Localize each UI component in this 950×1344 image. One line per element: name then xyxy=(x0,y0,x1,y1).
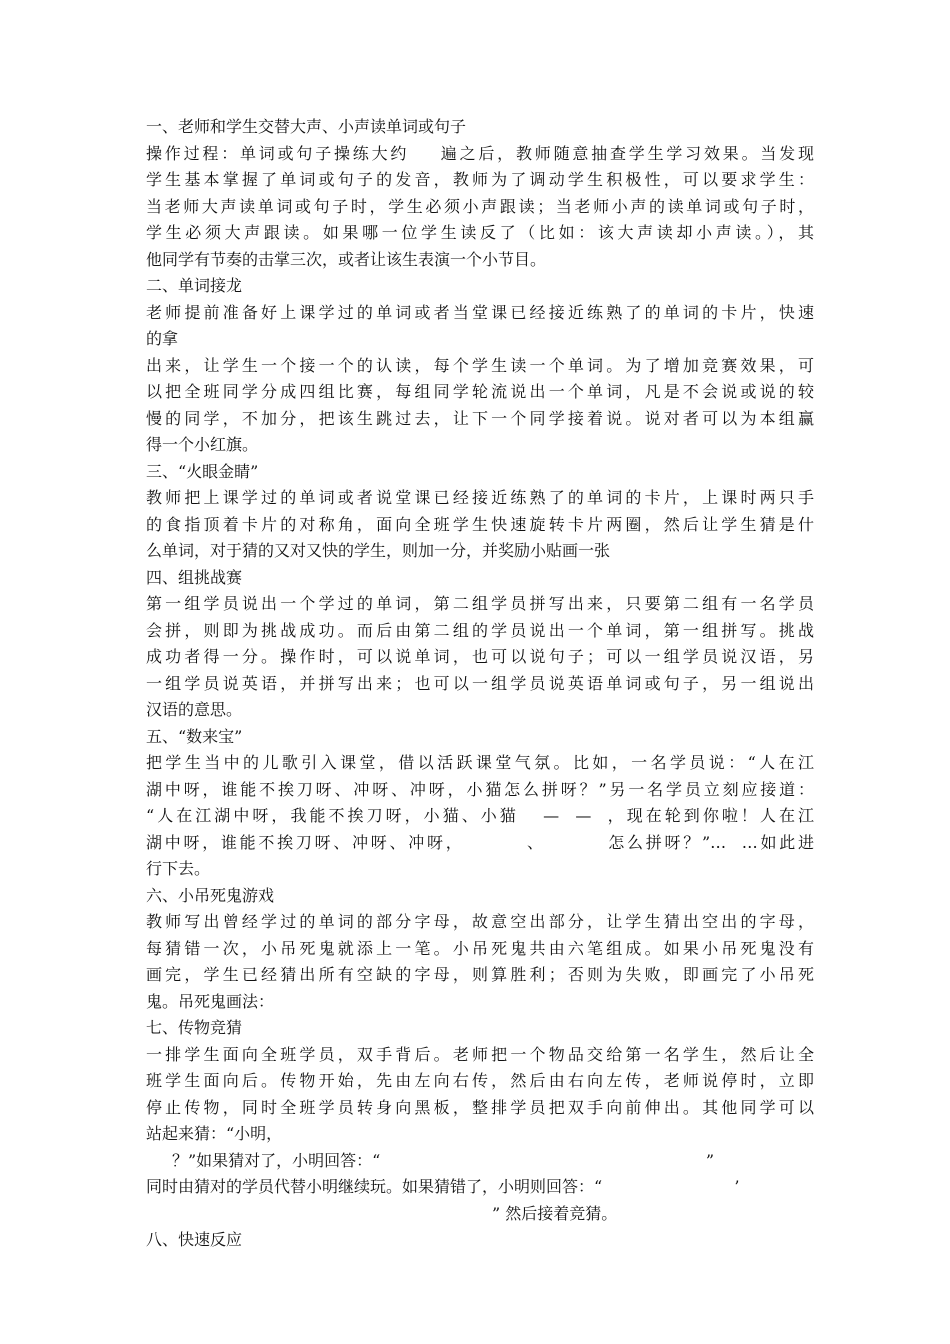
paragraph-line: 把学生当中的儿歌引入课堂，借以活跃课堂气氛。比如，一名学员说：“人在江 xyxy=(146,753,814,772)
heading-3: 三、“火眼金睛” xyxy=(146,461,259,481)
paragraph-line: 一排学生面向全班学员，双手背后。老师把一个物品交给第一名学生，然后让全 xyxy=(146,1044,814,1064)
paragraph-line: 同时由猜对的学员代替小明继续玩。如果猜错了，小明则回答：“ ’ xyxy=(146,1177,740,1196)
paragraph-line: 他同学有节奏的击掌三次，或者让该生表演一个小节目。 xyxy=(146,249,547,269)
paragraph-line: 得一个小红旗。 xyxy=(146,435,259,454)
heading-1: 一、老师和学生交替大声、小声读单词或句子 xyxy=(146,117,467,136)
paragraph-line: ” 然后接着竞猜。 xyxy=(492,1203,618,1223)
paragraph-line: 学生基本掌握了单词或句子的发音，教师为了调动学生积极性，可以要求学生： xyxy=(146,170,814,189)
heading-6: 六、小吊死鬼游戏 xyxy=(146,885,275,905)
paragraph-line: 班学生面向后。传物开始，先由左向右传，然后由右向左传，老师说停时，立即 xyxy=(146,1071,814,1090)
paragraph-line: 成功者得一分。操作时，可以说单词，也可以说句子；可以一组学员说汉语，另 xyxy=(146,647,814,666)
heading-2: 二、单词接龙 xyxy=(146,276,243,295)
heading-5: 五、“数来宝” xyxy=(146,726,243,746)
paragraph-line: 慢的同学，不加分，把该生跳过去，让下一个同学接着说。说对者可以为本组赢 xyxy=(146,408,814,428)
paragraph-line: 当老师大声读单词或句子时，学生必须小声跟读；当老师小声的读单词或句子时， xyxy=(146,196,814,216)
heading-7: 七、传物竞猜 xyxy=(146,1018,243,1037)
paragraph-line: 行下去。 xyxy=(146,859,211,878)
paragraph-line: 以把全班同学分成四组比赛，每组同学轮流说出一个单词，凡是不会说或说的较 xyxy=(146,382,814,401)
paragraph-line: 停止传物，同时全班学员转身向黑板，整排学员把双手向前伸出。其他同学可以 xyxy=(146,1097,814,1117)
paragraph-line: 第一组学员说出一个学过的单词，第二组学员拼写出来，只要第二组有一名学员 xyxy=(146,594,814,613)
paragraph-line: 站起来猜：“小明， xyxy=(146,1124,283,1143)
paragraph-line: 教师写出曾经学过的单词的部分字母，故意空出部分，让学生猜出空出的字母， xyxy=(146,912,814,931)
paragraph-line: 的食指顶着卡片的对称角，面向全班学生快速旋转卡片两圈，然后让学生猜是什 xyxy=(146,514,814,534)
paragraph-line: 每猜错一次，小吊死鬼就添上一笔。小吊死鬼共由六笔组成。如果小吊死鬼没有 xyxy=(146,938,814,958)
paragraph-line: “人在江湖中呀，我能不挨刀呀，小猫、小猫 — — ，现在轮到你啦！人在江 xyxy=(146,806,814,825)
paragraph-line: 湖中呀，谁能不挨刀呀、冲呀、冲呀， 、 怎么拼呀？”… …如此进 xyxy=(146,832,814,852)
heading-8: 八、快速反应 xyxy=(146,1230,243,1249)
paragraph-line: 操作过程：单词或句子操练大约 遍之后，教师随意抽查学生学习效果。当发现 xyxy=(146,143,814,163)
heading-4: 四、组挑战赛 xyxy=(146,567,243,587)
paragraph-line: 湖中呀，谁能不挨刀呀、冲呀、冲呀，小猫怎么拼呀？”另一名学员立刻应接道： xyxy=(146,779,814,799)
paragraph-line: 会拼，则即为挑战成功。而后由第二组的学员说出一个单词，第一组拼写。挑战 xyxy=(146,620,814,640)
paragraph-line: 鬼。吊死鬼画法： xyxy=(146,991,275,1011)
paragraph-line: 一组学员说英语，并拼写出来；也可以一组学员说英语单词或句子，另一组说出 xyxy=(146,673,814,693)
paragraph-line: ？”如果猜对了，小明回答：“ ” xyxy=(172,1150,715,1170)
paragraph-line: 的拿 xyxy=(146,329,179,348)
paragraph-line: 教师把上课学过的单词或者说堂课已经接近练熟了的单词的卡片，上课时两只手 xyxy=(146,488,814,507)
paragraph-line: 老师提前准备好上课学过的单词或者当堂课已经接近练熟了的单词的卡片，快速 xyxy=(146,302,814,322)
paragraph-line: 画完，学生已经猜出所有空缺的字母，则算胜利；否则为失败，即画完了小吊死 xyxy=(146,965,814,984)
paragraph-line: 么单词，对于猜的又对又快的学生，则加一分，并奖励小贴画一张 xyxy=(146,541,611,560)
document-body xyxy=(146,114,814,1254)
paragraph-line: 学生必须大声跟读。如果哪一位学生读反了（比如：该大声读却小声读。），其 xyxy=(146,223,814,242)
paragraph-line: 出来，让学生一个接一个的认读，每个学生读一个单词。为了增加竞赛效果，可 xyxy=(146,355,814,375)
paragraph-line: 汉语的意思。 xyxy=(146,700,243,719)
